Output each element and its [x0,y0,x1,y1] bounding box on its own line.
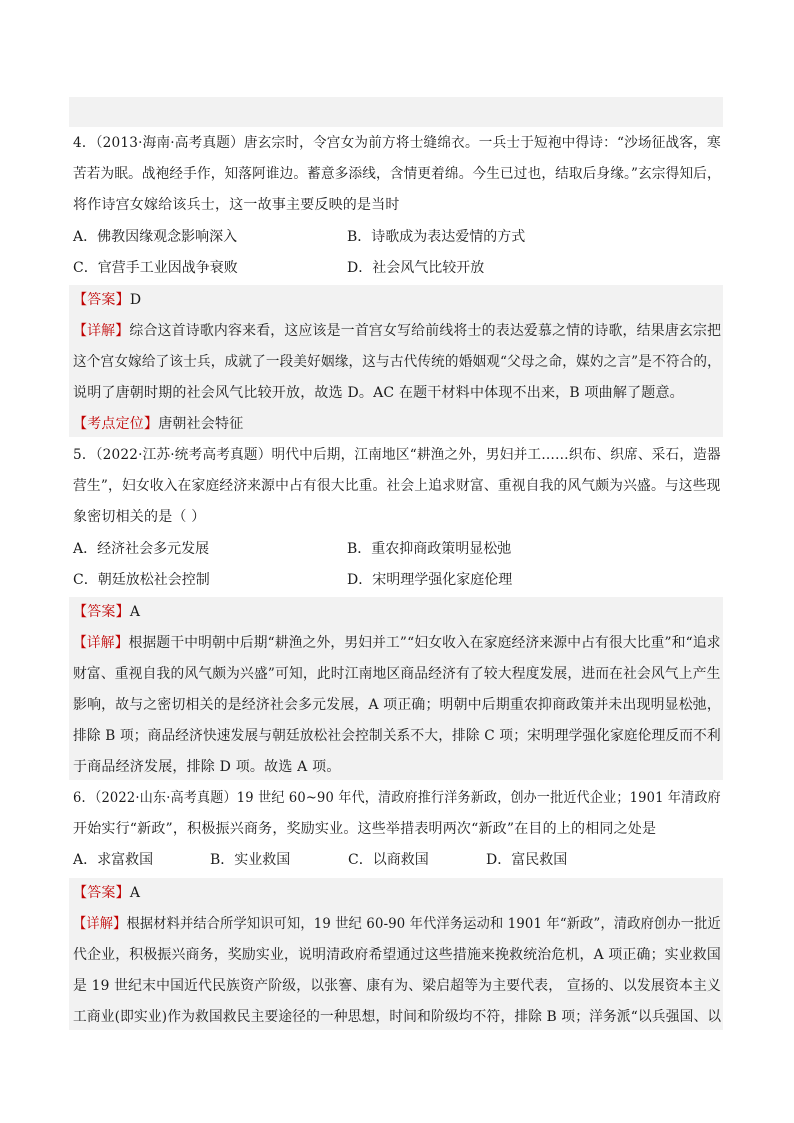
detail-text: 综合这首诗歌内容来看，这应该是一首宫女写给前线将士的表达爱慕之情的诗歌，结果唐玄宗把 [129,323,722,339]
q6-option-b: B．实业救国 [210,852,291,868]
detail-tag: 【详解】 [73,635,129,651]
answer-tag: 【答案】 [73,292,130,308]
q5-stem-line-3: 象密切相关的是（ ） [73,509,206,525]
q5-option-a: A．经济社会多元发展 [73,541,210,557]
q4-option-c: C．官营手工业因战争衰败 [73,260,238,276]
q5-detail-line-3: 影响，故与之密切相关的是经济社会多元发展，A 项正确；明朝中后期重农抑商政策并未出现明显松弛， [73,697,721,713]
q4-option-a: A．佛教因缘观念影响深入 [73,229,238,245]
q5-stem-line-1: 5．（2022·江苏·统考高考真题）明代中后期，江南地区“耕渔之外，男妇并工……织布、织席、采石，造器 [73,447,721,463]
q5-option-b: B．重农抑商政策明显松弛 [347,541,512,557]
q6-detail-line-2: 代企业，积极振兴商务，奖励实业，说明清政府希望通过这些措施来挽救统治危机，A 项正确；实业救国 [73,947,721,963]
q6-detail-line-4: 工商业(即实业)作为救国救民主要途径的一种思想，时间和阶级均不符，排除 B 项；洋务派“以兵强国、以 [73,1009,722,1025]
q4-stem-line-1: 4．（2013·海南·高考真题）唐玄宗时，令宫女为前方将士缝绵衣。一兵士于短袍中得诗：“沙场征战客，寒 [73,135,721,151]
q4-stem-line-3: 将作诗宫女嫁给该兵士，这一故事主要反映的是当时 [73,197,400,213]
q6-option-a: A．求富救国 [73,852,154,868]
key-point-text: 唐朝社会特征 [158,416,244,432]
q5-stem-line-2: 营生”，妇女收入在家庭经济来源中占有很大比重。社会上追求财富、重视自我的风气颇为兴盛。与这些现 [73,478,721,494]
detail-tag: 【详解】 [73,916,127,932]
q5-answer [73,602,140,622]
q6-stem-line-1: 6．（2022·山东·高考真题）19 世纪 60~90 年代，清政府推行洋务新政，创办一批近代企业；1901 年清政府 [73,790,721,806]
answer-value: D [129,292,142,308]
q4-answer [73,290,141,310]
q6-detail-line-3: 是 19 世纪末中国近代民族资产阶级，以张謇、康有为、梁启超等为主要代表， 宣扬的、以发展资本主义 [73,978,721,994]
q4-stem-line-2: 苦若为眠。战袍经手作，知落阿谁边。蓄意多添线，含情更着绵。今生已过也，结取后身缘。”玄宗得知后， [73,166,721,182]
q6-detail-line-1 [73,914,721,934]
detail-text: 根据题干中明朝中后期“耕渔之外，男妇并工”“妇女收入在家庭经济来源中占有很大比重”和“追求 [128,635,721,651]
q4-detail-line-1 [73,321,721,341]
q5-option-c: C．朝廷放松社会控制 [73,572,210,588]
answer-tag: 【答案】 [73,604,130,620]
answer-value: A [129,604,141,620]
answer-value: A [129,885,141,901]
q6-answer [73,883,140,903]
q5-detail-line-2: 财富、重视自我的风气颇为兴盛”可知，此时江南地区商品经济有了较大程度发展，进而在社会风气上产生 [73,666,721,682]
q5-detail-line-5: 于商品经济发展，排除 D 项。故选 A 项。 [73,759,341,775]
detail-tag: 【详解】 [73,323,130,339]
q4-option-d: D．社会风气比较开放 [347,260,485,276]
q4-detail-line-3: 说明了唐朝时期的社会风气比较开放，故选 D。AC 在题干材料中体现不出来，B 项曲解了题意。 [73,385,684,401]
q4-option-b: B．诗歌成为表达爱情的方式 [347,229,526,245]
previous-explanation-band [69,97,723,127]
q5-detail-line-4: 排除 B 项；商品经济快速发展与朝廷放松社会控制关系不大，排除 C 项；宋明理学强化家庭伦理反而不利 [73,728,721,744]
answer-tag: 【答案】 [73,885,130,901]
q4-key-point [73,414,243,434]
q5-option-d: D．宋明理学强化家庭伦理 [347,572,513,588]
q6-option-d: D．富民救国 [486,852,568,868]
key-point-tag: 【考点定位】 [73,416,159,432]
q5-answer-block [69,597,723,780]
detail-text: 根据材料并结合所学知识可知，19 世纪 60-90 年代洋务运动和 1901 年“新政”，清政府创办一批近 [126,916,721,932]
q6-stem-line-2: 开始实行“新政”，积极振兴商务，奖励实业。这些举措表明两次“新政”在目的上的相同之处是 [73,821,657,837]
q6-option-c: C．以商救国 [348,852,429,868]
q4-detail-line-2: 这个宫女嫁给了该士兵，成就了一段美好姻缘，这与古代传统的婚姻观“父母之命，媒妁之言”是不符合的， [73,354,721,370]
q5-detail-line-1 [73,633,721,653]
